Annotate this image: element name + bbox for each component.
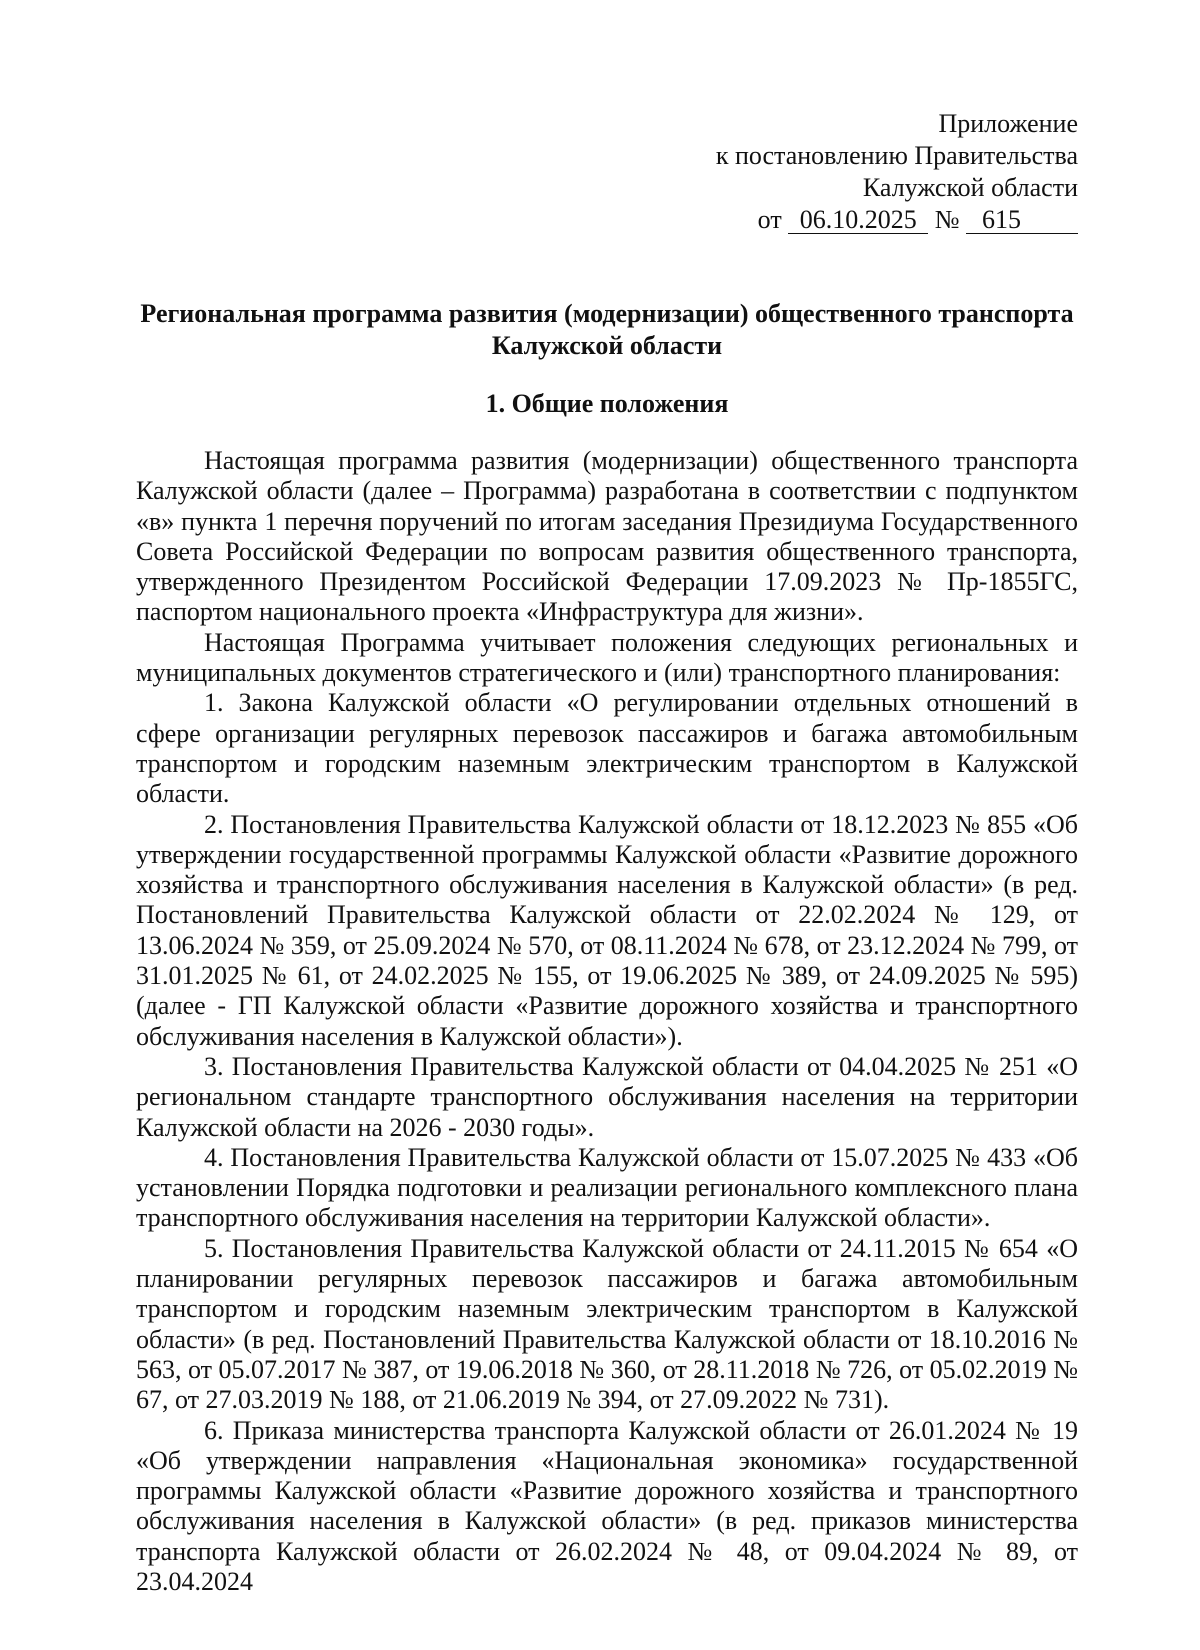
paragraph: Настоящая Программа учитывает положения следующих региональных и муниципальных документов стратегического и (или) транспортного планирования: [136, 627, 1078, 688]
number-sign: № [934, 205, 960, 234]
document-body [136, 446, 1078, 1597]
paragraph: 3. Постановления Правительства Калужской области от 04.04.2025 № 251 «О региональном стандарте транспортного обслуживания населения на территории Калужской области на 2026 - 2030 годы». [136, 1051, 1078, 1142]
appendix-region: Калужской области [862, 173, 1078, 202]
appendix-reference: к постановлению Правительства [715, 141, 1078, 170]
document-title [136, 298, 1078, 362]
appendix-date-line [136, 204, 1078, 236]
paragraph: Настоящая программа развития (модернизации) общественного транспорта Калужской области (далее – Программа) разработана в соответствии с подпунктом «в» пункта 1 перечня поручений по итогам заседания Президиума Государственного Совета Российской Федерации по вопросам развития общественного транспорта, утвержденного Президентом Российской Федерации 17.09.2023 № Пр-1855ГС, паспортом национального проекта «Инфраструктура для жизни». [136, 446, 1078, 627]
paragraph: 1. Закона Калужской области «О регулировании отдельных отношений в сфере организации регулярных перевозок пассажиров и багажа автомобильным транспортом и городским наземным электрическим транспортом в Калужской области. [136, 688, 1078, 809]
date-prefix: от [757, 205, 782, 234]
paragraph: 4. Постановления Правительства Калужской области от 15.07.2025 № 433 «Об установлении Порядка подготовки и реализации регионального комплексного плана транспортного обслуживания населения на территории Калужской области». [136, 1142, 1078, 1233]
paragraph: 5. Постановления Правительства Калужской области от 24.11.2015 № 654 «О планировании регулярных перевозок пассажиров и багажа автомобильным транспортом и городским наземным электрическим транспортом в Калужской области» (в ред. Постановлений Правительства Калужской области от 18.10.2016 № 563, от 05.07.2017 № 387, от 19.06.2018 № 360, от 28.11.2018 № 726, от 05.02.2019 № 67, от 27.03.2019 № 188, от 21.06.2019 № 394, от 27.09.2022 № 731). [136, 1233, 1078, 1415]
paragraph: 6. Приказа министерства транспорта Калужской области от 26.01.2024 № 19 «Об утверждении направления «Национальная экономика» государственной программы Калужской области «Развитие дорожного хозяйства и транспортного обслуживания населения в Калужской области» (в ред. приказов министерства транспорта Калужской области от 26.02.2024 № 48, от 09.04.2024 № 89, от 23.04.2024 [136, 1415, 1078, 1596]
appendix-header [136, 108, 1078, 236]
section-heading: 1. Общие положения [485, 389, 729, 418]
decree-number: 615 [966, 207, 1078, 234]
title-line-1: Региональная программа развития (модернизации) общественного транспорта [140, 299, 1074, 328]
paragraph: 2. Постановления Правительства Калужской области от 18.12.2023 № 855 «Об утверждении государственной программы Калужской области «Развитие дорожного хозяйства и транспортного обслуживания населения в Калужской области» (в ред. Постановлений Правительства Калужской области от 22.02.2024 № 129, от 13.06.2024 № 359, от 25.09.2024 № 570, от 08.11.2024 № 678, от 23.12.2024 № 799, от 31.01.2025 № 61, от 24.02.2025 № 155, от 19.06.2025 № 389, от 24.09.2025 № 595) (далее - ГП Калужской области «Развитие дорожного хозяйства и транспортного обслуживания населения в Калужской области»). [136, 809, 1078, 1051]
appendix-label: Приложение [938, 109, 1078, 138]
decree-date: 06.10.2025 [788, 207, 928, 234]
title-line-2: Калужской области [491, 331, 723, 360]
